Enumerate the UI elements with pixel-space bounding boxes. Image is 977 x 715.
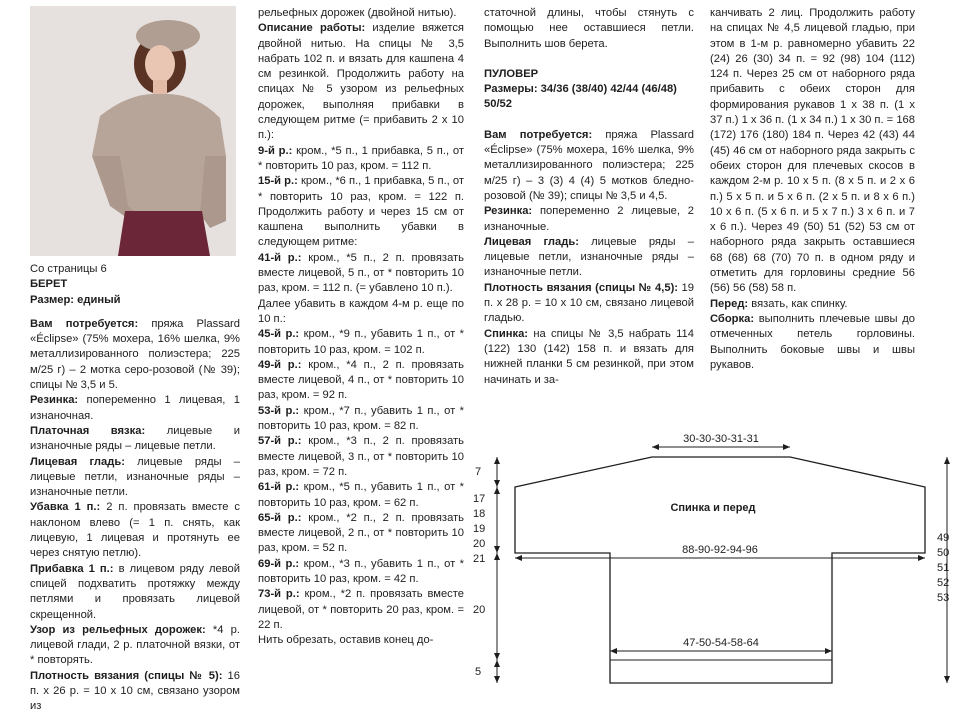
garment-outline (515, 457, 925, 683)
pullover-back: Спинка: на спицы № 3,5 набрать 114 (122) 130 (142) 158 п. и вязать для нижней планки 5 см резинкой, при этом начинать и за- (484, 327, 694, 386)
row-69: 69-й р.: кром., *3 п., убавить 1 п., от * повторить 10 раз, кром. = 42 п. (258, 557, 465, 585)
row-9: 9-й р.: кром., *5 п., 1 прибавка, 5 п., от * повторить 10 раз, кром. = 112 п. (258, 144, 464, 172)
beret-materials: Вам потребуется: пряжа Plassard «Éclipse» (75% мохера, 16% шелка, 9% металлизированного полиэстера; 225 м/25 г) – 2 мотка серо-розовой (№ 39); спицы № 3,5 и 5. (30, 317, 240, 392)
pullover-sizes: Размеры: 34/36 (38/40) 42/44 (46/48) 50/52 (484, 83, 677, 111)
beret-increase: Прибавка 1 п.: в лицевом ряду левой спицей подхватить протяжку между петлями и провязать лицевой скрещенной. (30, 562, 240, 621)
sleeve-height-3: 19 (473, 523, 486, 535)
body-height-label: 20 (473, 604, 486, 616)
row-57: 57-й р.: кром., *3 п., 2 п. провязать вместе лицевой, 3 п., от * повторить 10 раз, кром. = 72 п. (258, 435, 464, 478)
pattern-schematic (470, 425, 970, 700)
model-photo (30, 6, 236, 256)
row-45: 45-й р.: кром., *9 п., убавить 1 п., от * повторить 10 раз, кром. = 102 п. (258, 328, 465, 356)
pullover-stockinette: Лицевая гладь: лицевые ряды – лицевые петли, изнаночные ряды – изнаночные петли. (484, 235, 694, 279)
col2-continuation: рельефных дорожек (двойной нитью). (258, 7, 457, 19)
row-41: 41-й р.: кром., *5 п., 2 п. провязать вместе лицевой, 5 п., от * повторить 10 раз, кром. = 112 п. (= убавлено 10 п.). (258, 251, 464, 295)
source-note: Со страницы 6 (30, 263, 107, 275)
pullover-title: ПУЛОВЕР (484, 67, 539, 80)
total-height-4: 52 (937, 577, 950, 589)
row-15: 15-й р.: кром., *6 п., 1 прибавка, 5 п., от * повторить 10 раз, кром. = 122 п. Продолжить работу и через 15 см от кашпена выполнить убавки в следующем ритме: (258, 175, 464, 249)
beret-size: Размер: единый (30, 293, 121, 306)
total-height-5: 53 (937, 592, 950, 604)
sleeve-height-4: 20 (473, 538, 486, 550)
pullover-assembly: Сборка: выполнить плечевые швы до отмеченных петель горловины. Выполнить боковые швы и швы рукавов. (710, 312, 915, 371)
total-height-2: 50 (937, 547, 950, 559)
beret-column (30, 262, 240, 715)
beret-gauge: Плотность вязания (спицы № 5): 16 п. х 26 р. = 10 х 10 см, связано узором из (30, 669, 240, 713)
beret-rib: Резинка: попеременно 1 лицевая, 1 изнаночная. (30, 394, 240, 422)
row-65: 65-й р.: кром., *2 п., 2 п. провязать вместе лицевой, 2 п., от * повторить 10 раз, кром. = 52 п. (258, 511, 464, 555)
beret-pattern: Узор из рельефных дорожек: *4 р. лицевой глади, 2 р. платочной вязки, от * повторять. (30, 623, 240, 667)
total-height-1: 49 (937, 532, 950, 544)
pullover-materials: Вам потребуется: пряжа Plassard «Éclipse» (75% мохера, 16% шелка, 9% металлизированного полиэстера; 225 м/25 г) – 3 (3) 4 (4) 5 мотков бледно-розовой (№ 39); спицы № 3,5 и 4,5. (484, 128, 694, 202)
sleeve-height-2: 18 (473, 508, 486, 520)
pullover-column (484, 6, 694, 388)
shoulder-height-label: 7 (475, 466, 482, 478)
beret-instructions-column (258, 6, 464, 648)
col3-continuation: статочной длины, чтобы стянуть с помощью нее оставшиеся петли. Выполнить шов берета. (484, 7, 694, 50)
hem-width-label: 47-50-54-58-64 (683, 637, 759, 649)
sleeve-height-5: 21 (473, 553, 486, 565)
model-photo-illustration (30, 6, 236, 256)
beret-title: БЕРЕТ (30, 278, 68, 291)
hem-height-label: 5 (475, 666, 482, 678)
row-61: 61-й р.: кром., *5 п., убавить 1 п., от * повторить 10 раз, кром. = 62 п. (258, 481, 465, 509)
row-49: 49-й р.: кром., *4 п., 2 п. провязать вместе лицевой, 4 п., от * повторить 10 раз, кром. = 92 п. (258, 358, 464, 402)
beret-garter: Платочная вязка: лицевые и изнаночные ряды – лицевые петли. (30, 424, 240, 453)
sleeve-height-1: 17 (473, 493, 486, 505)
col4-continuation: канчивать 2 лиц. Продолжить работу на спицах № 4,5 лицевой гладью, при этом в 1-м р. равномерно убавить 22 (24) 26 (30) 34 п. = 92 (98) 104 (112) 124 п. Через 25 см от наборного ряда прибавить с обеих сторон для формирования рукавов 1 х 38 п. (1 х 37 п.) 1 х 36 п. (1 х 34 п.) 1 х 30 п. = 168 (172) 176 (180) 184 п. Через 42 (43) 44 (45) 46 см от наборного ряда закрыть с обеих сторон для плечевых скосов в каждом 2-м р. 10 х 5 п. (8 х 5 п. и 2 х 6 п.) 5 х 5 п. и 5 х 6 п. (2 х 5 п. и 8 х 6 п.) 10 х 6 п. (5 х 6 п. и 5 х 7 п.) 3 х 6 п. и 7 х 6 п.). Через 49 (50) 51 (52) 53 см от наборного ряда закрыть оставшиеся 68 (68) 68 (70) 70 п. в одном ряду и отметить для горловины средние 56 (56) 56 (58) 58 п. (710, 7, 915, 295)
pullover-gauge: Плотность вязания (спицы № 4,5): 19 п. х 28 р. = 10 х 10 см, связано лицевой гладью. (484, 281, 694, 325)
pullover-rib: Резинка: попеременно 2 лицевые, 2 изнаночные. (484, 205, 694, 233)
work-description: Описание работы: изделие вяжется двойной нитью. На спицы № 3,5 набрать 102 п. и вязать для кашпена 4 см резинкой. Продолжить работу на спицах № 5 узором из рельефных дорожек, выполняя прибавки в следующем ритме (= прибавить 2 х 10 п.): (258, 22, 464, 142)
chest-width-label: 88-90-92-94-96 (682, 544, 758, 556)
every-4th-row: Далее убавить в каждом 4-м р. еще по 10 п.: (258, 297, 464, 325)
beret-decrease: Убавка 1 п.: 2 п. провязать вместе с наклоном влево (= 1 п. снять, как лицевую, 1 лицевая и протянуть ее через снятую петлю). (30, 501, 240, 560)
row-53: 53-й р.: кром., *7 п., убавить 1 п., от * повторить 10 раз, кром. = 82 п. (258, 404, 465, 433)
schematic-title: Спинка и перед (670, 502, 756, 514)
cut-thread: Нить обрезать, оставив конец до- (258, 634, 434, 647)
pullover-front: Перед: вязать, как спинку. (710, 297, 848, 310)
beret-stockinette: Лицевая гладь: лицевые ряды – лицевые петли, изнаночные ряды – изнаночные петли. (30, 455, 240, 499)
schematic-drawing (470, 425, 970, 700)
pullover-instructions-column (710, 6, 915, 373)
row-73: 73-й р.: кром., *2 п. провязать вместе лицевой, от * повторить 20 раз, кром. = 22 п. (258, 588, 464, 631)
neck-width-label: 30-30-30-31-31 (683, 433, 759, 445)
total-height-3: 51 (937, 562, 950, 574)
